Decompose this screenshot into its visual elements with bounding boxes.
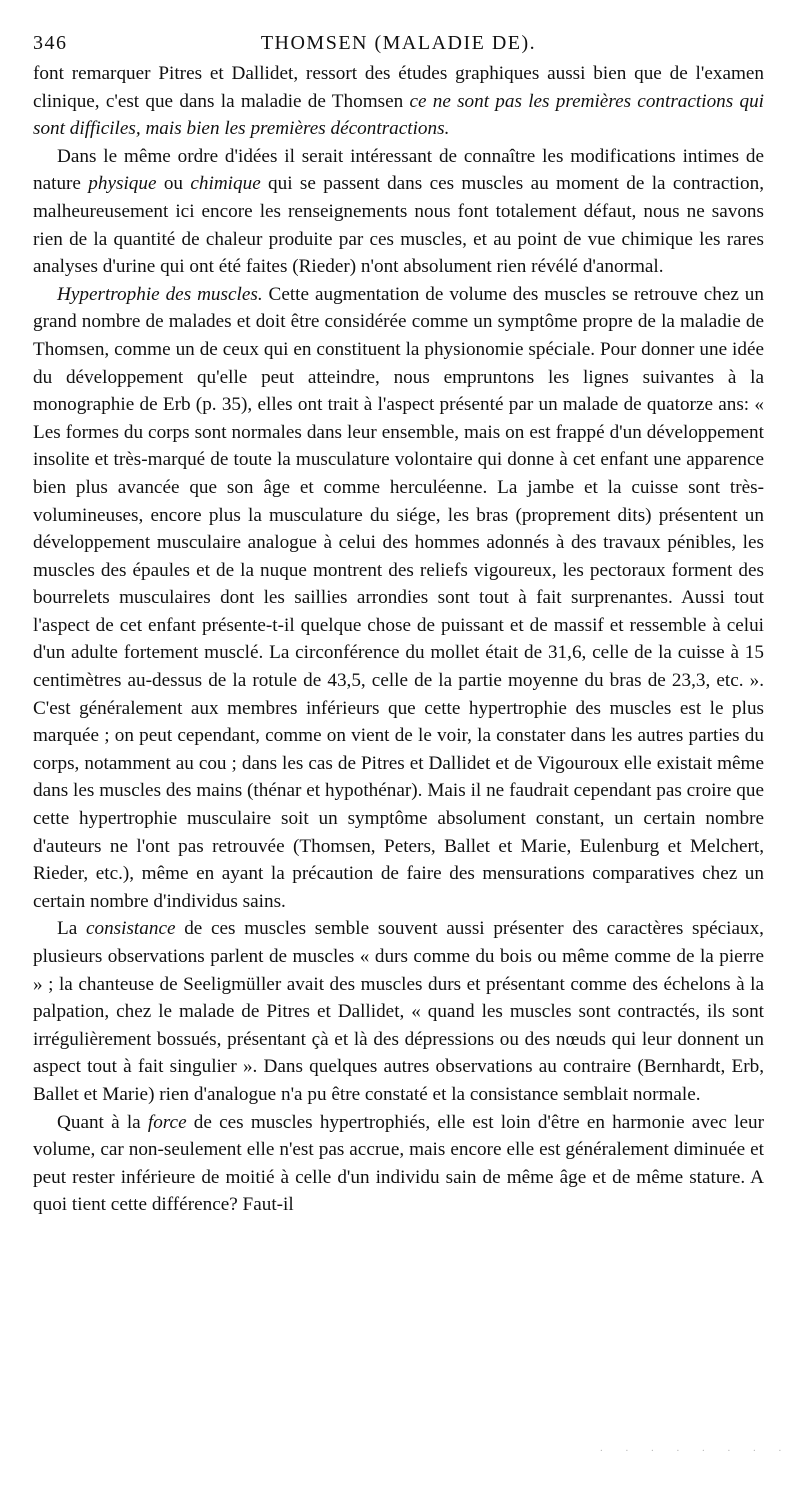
- running-title: THOMSEN (MALADIE DE).: [260, 32, 537, 54]
- section-heading-hypertrophie: Hypertrophie des muscles.: [57, 283, 263, 305]
- text-run: La: [57, 918, 86, 940]
- paragraph-force: [33, 1109, 764, 1219]
- paragraph-consistance: [33, 915, 764, 1108]
- italic-term-chimique: chimique: [190, 173, 261, 195]
- italic-term-force: force: [147, 1111, 187, 1133]
- text-run: Quant à la: [57, 1111, 148, 1133]
- page-number: 346: [33, 32, 68, 54]
- text-run: qui se passent dans ces muscles au moment de la contraction, malheureusement ici encore les renseignements nous font totalement défaut, nous ne savons rien de la quantité de chaleur produite par ces muscles, et au point de vue chimique les rares analyses d'urine qui ont été faites (Rieder) n'ont absolument rien révélé d'anormal.: [33, 173, 764, 278]
- text-run: de ces muscles semble souvent aussi présenter des caractères spéciaux, plusieurs observations parlent de muscles « durs comme du bois ou même comme de la pierre » ; la chanteuse de Seeligmüller avait des muscles durs et présentant comme des échelons à la palpation, chez le malade de Pitres et Dallidet, « quand les muscles sont contractés, ils sont irrégulièrement bossués, présentant çà et là des dépressions ou des nœuds qui leur donnent un aspect tout à fait singulier ». Dans quelques autres observations au contraire (Bernhardt, Erb, Ballet et Marie) rien d'analogue n'a pu être constaté et la consistance semblait normale.: [33, 918, 764, 1105]
- text-run: de ces muscles hypertrophiés, elle est loin d'être en harmonie avec leur volume, car non-seulement elle n'est pas accrue, mais encore elle est généralement diminuée et peut rester inférieure de moitié à celle d'un individu sain de même âge et de même stature. A quoi tient cette différence? Faut-il: [33, 1111, 764, 1216]
- text-run: ou: [156, 173, 191, 195]
- text-run: Dans le même ordre d'idées il serait intéressant de connaître les modifications intimes de nature: [33, 145, 764, 195]
- body-text: [33, 60, 764, 1219]
- italic-term-consistance: consistance: [85, 918, 176, 940]
- italic-term-physique: physique: [88, 173, 157, 195]
- paragraph-hypertrophie: [33, 281, 764, 916]
- text-run: Cette augmentation de volume des muscles se retrouve chez un grand nombre de malades et doit être considérée comme un symptôme propre de la maladie de Thomsen, comme un de ceux qui en constituent la physionomie spéciale. Pour donner une idée du développement qu'elle peut atteindre, nous empruntons les lignes suivantes à la monographie de Erb (p. 35), elles ont trait à l'aspect présenté par un malade de quatorze ans: « Les formes du corps sont normales dans leur ensemble, mais on est frappé d'un développement insolite et très-marqué de toute la musculature volontaire qui donne à cet enfant une apparence bien plus avancée que son âge et comme herculéenne. La jambe et la cuisse sont très-volumineuses, encore plus la musculature du siége, les bras (proprement dits) présentent un développement musculaire analogue à celui des hommes adonnés à des travaux pénibles, les muscles des épaules et de la nuque montrent des reliefs vigoureux, les pectoraux forment des bourrelets musculaires dont les saillies arrondies sont tout à fait surprenantes. Aussi tout l'aspect de cet enfant présente-t-il quelque chose de puissant et de massif et ressemble à celui d'un adulte fortement musclé. La circonférence du mollet était de 31,6, celle de la cuisse à 15 centimètres au-dessus de la rotule de 43,5, celle de la partie moyenne du bras de 23,3, etc. ». C'est généralement aux membres inférieurs que cette hypertrophie des muscles est le plus marquée ; on peut cependant, comme on vient de le voir, la constater dans les autres parties du corps, notamment au cou ; dans les cas de Pitres et Dallidet et de Vigouroux elle existait même dans les muscles des mains (thénar et hypothénar). Mais il ne faudrait cependant pas croire que cette hypertrophie musculaire soit un symptôme absolument constant, un certain nombre d'auteurs ne l'ont pas retrouvée (Thomsen, Peters, Ballet et Marie, Eulenburg et Melchert, Rieder, etc.), même en ayant la précaution de faire des mensurations comparatives chez un certain nombre d'individus sains.: [33, 283, 764, 912]
- text-run: font remarquer Pitres et Dallidet, ressort des études graphiques aussi bien que de l'examen clinique, c'est que dans la maladie de Thomsen: [33, 63, 764, 112]
- footer-dots: . . . . . . . .: [600, 1442, 792, 1454]
- paragraph-modifications: [33, 143, 764, 281]
- italic-emphasis: ce ne sont pas les premières contractions qui sont difficiles, mais bien les premières décontractions.: [33, 90, 764, 140]
- running-head: [33, 30, 764, 60]
- paragraph-continuation: [33, 60, 764, 143]
